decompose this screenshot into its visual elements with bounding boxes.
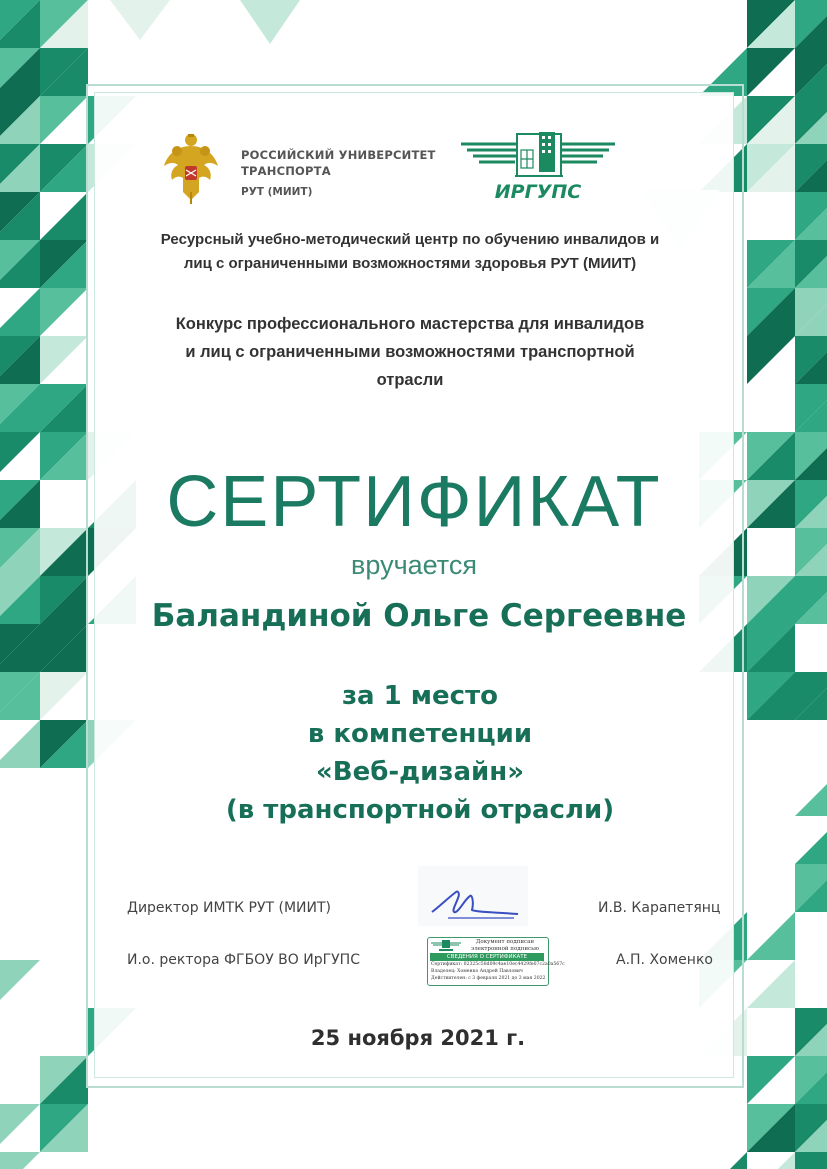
decor-triangle [0, 720, 40, 768]
contest-line3: отрасли [376, 371, 444, 389]
irgups-mini-logo-icon [431, 940, 461, 952]
decor-triangle [747, 912, 795, 960]
stamp-owner: Владелец: Хоменко Андрей Павлович [431, 969, 523, 974]
decor-triangle [0, 432, 40, 480]
stamp-head-line2: электронной подписью [471, 946, 539, 952]
issue-date: 25 ноября 2021 г. [310, 1026, 526, 1050]
reason-line2: в компетенции [307, 719, 533, 749]
decor-triangle [40, 96, 88, 144]
resource-center-name [100, 228, 720, 276]
director-name: И.В. Карапетянц [598, 900, 721, 916]
irgups-logo-text: ИРГУПС [494, 181, 582, 203]
award-reason [110, 677, 730, 829]
decor-triangle [699, 1152, 747, 1169]
certificate-title: СЕРТИФИКАТ [166, 462, 662, 542]
decor-triangle [795, 1152, 827, 1169]
contest-line2: и лиц с ограниченными возможностями транспортной [185, 343, 635, 361]
director-position: Директор ИМТК РУТ (МИИТ) [127, 900, 332, 916]
stamp-certificate-id: Сертификат: 02325c58d09c4ae10ec4429fe07c2a0a567c [431, 962, 565, 967]
decor-triangle [40, 672, 88, 720]
recipient-name: Баландиной Ольге Сергеевне [151, 598, 687, 634]
rector-name: А.П. Хоменко [616, 952, 713, 968]
decor-triangle [747, 336, 795, 384]
rut-abbreviation: РУТ (МИИТ) [241, 186, 313, 198]
decor-triangle [0, 288, 40, 336]
decor-triangle [747, 1056, 795, 1104]
stamp-heading [464, 939, 546, 953]
decor-triangle [795, 768, 827, 816]
rut-org-name [241, 147, 436, 179]
decor-triangle [747, 960, 795, 1008]
reason-line4: (в транспортной отрасли) [225, 795, 615, 825]
rut-org-line1: РОССИЙСКИЙ УНИВЕРСИТЕТ [241, 148, 436, 162]
awarded-label: вручается [351, 550, 477, 580]
decor-triangle [40, 336, 88, 384]
reason-line3: «Веб-дизайн» [315, 757, 525, 787]
resource-center-line2: лиц с ограниченными возможностями здоровья РУТ (МИИТ) [183, 255, 637, 272]
decor-triangle [0, 1104, 40, 1152]
decor-triangle [795, 816, 827, 864]
decor-triangle [0, 1152, 40, 1169]
handwritten-signature-icon [418, 866, 528, 926]
contest-name [100, 310, 720, 394]
winged-building-emblem-icon [459, 130, 617, 206]
resource-center-line1: Ресурсный учебно-методический центр по обучению инвалидов и [160, 231, 660, 248]
rector-position: И.о. ректора ФГБОУ ВО ИрГУПС [127, 952, 360, 968]
decor-triangle [747, 1152, 795, 1169]
decor-triangle [40, 288, 88, 336]
decor-triangle [110, 0, 170, 40]
decor-triangle [40, 192, 88, 240]
stamp-validity: Действителен: с 3 февраля 2021 до 3 мая 2022 [431, 976, 546, 981]
rut-org-line2: ТРАНСПОРТА [241, 164, 331, 178]
decor-triangle [0, 960, 40, 1008]
electronic-signature-stamp [427, 937, 565, 986]
decor-triangle [747, 48, 795, 96]
decor-triangle [240, 0, 300, 44]
reason-line1: за 1 место [341, 681, 499, 711]
stamp-info-bar: СВЕДЕНИЯ О СЕРТИФИКАТЕ [430, 953, 544, 961]
stamp-head-line1: Документ подписан [475, 939, 535, 945]
double-headed-eagle-emblem-icon [162, 132, 220, 206]
contest-line1: Конкурс профессионального мастерства для инвалидов [175, 315, 645, 333]
